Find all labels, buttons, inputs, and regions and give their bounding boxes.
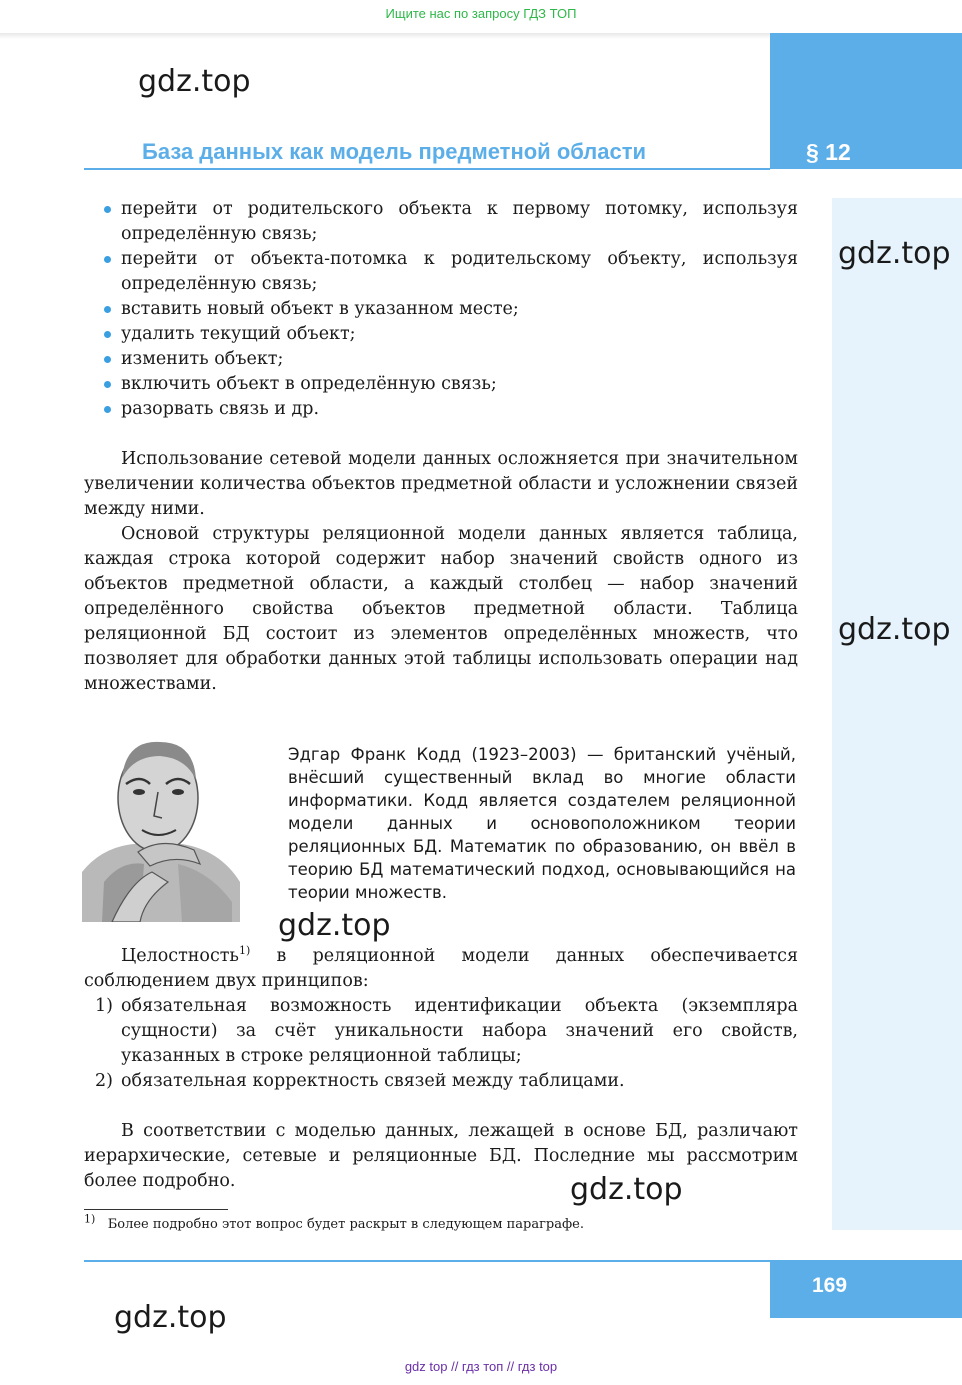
- list-item-text: включить объект в определённую связь;: [121, 374, 497, 394]
- bullet-icon: [104, 331, 111, 338]
- paragraph-relational-model: Основой структуры реляционной модели данных является таблица, каждая строка которой содержит набор значений свойств одного из объектов предметной области, а каждый столбец — набор значений определённого свойства объектов предметной области. Таблица реляционной БД состоит из элементов определённых множеств, что позволяет для обработки данных этой таблицы использовать операции над множествами.: [84, 524, 798, 694]
- closing-section: [84, 1119, 798, 1194]
- list-item: [84, 322, 798, 347]
- integrity-term: Целостность: [121, 946, 239, 966]
- closing-paragraph: В соответствии с моделью данных, лежащей в основе БД, различают иерархические, сетевые и реляционные БД. Последние мы рассмотрим более подробно.: [84, 1121, 798, 1191]
- bottom-rule: [84, 1260, 770, 1262]
- list-item-text: перейти от объекта-потомка к родительскому объекту, используя определённую связь;: [121, 249, 798, 294]
- chapter-title: База данных как модель предметной области: [142, 139, 647, 164]
- section-number: § 12: [806, 139, 851, 165]
- list-number: 1): [95, 996, 113, 1016]
- list-item: [84, 397, 798, 422]
- footnote-mark: 1): [84, 1212, 96, 1226]
- integrity-lead-rest: в реляционной модели данных обеспечивается соблюдением двух принципов:: [84, 946, 798, 991]
- list-item-text: обязательная возможность идентификации объекта (экземпляра сущности) за счёт уникальности набора значений его свойств, указанных в строке реляционной таблицы;: [121, 996, 798, 1066]
- list-item: [84, 197, 798, 247]
- paragraph-network-model: Использование сетевой модели данных осложняется при значительном увеличении количества объектов предметной области и усложнении связей между ними.: [84, 449, 798, 519]
- watermark: gdz.top: [838, 612, 951, 647]
- page-number-block: [770, 1260, 962, 1318]
- footnote-text: Более подробно этот вопрос будет раскрыт в следующем параграфе.: [107, 1217, 584, 1232]
- list-item: [84, 297, 798, 322]
- integrity-principles: [84, 994, 798, 1094]
- operations-list: [84, 197, 798, 422]
- list-item-text: разорвать связь и др.: [121, 399, 320, 419]
- integrity-section: [84, 944, 798, 1094]
- section-corner-block: [770, 33, 962, 169]
- list-item-text: вставить новый объект в указанном месте;: [121, 299, 519, 319]
- watermark: gdz.top: [138, 64, 251, 99]
- bullet-icon: [104, 306, 111, 313]
- bullet-icon: [104, 206, 111, 213]
- bullet-icon: [104, 406, 111, 413]
- list-item-text: перейти от родительского объекта к первому потомку, используя определённую связь;: [121, 199, 798, 244]
- list-item: [84, 247, 798, 297]
- list-number: 2): [95, 1071, 113, 1091]
- list-item: [84, 372, 798, 397]
- watermark: gdz.top: [114, 1300, 227, 1335]
- list-item-text: удалить текущий объект;: [121, 324, 356, 344]
- watermark: gdz.top: [570, 1172, 683, 1207]
- bullet-list-block: [84, 197, 798, 422]
- codd-biography: Эдгар Франк Кодд (1923–2003) — британский учёный, внёсший существенный вклад во многие области информатики. Кодд является создателем реляционной модели данных и основоположником теории реляционных БД. Математик по образованию, он ввёл в теорию БД математический подход, основывающийся на теории множеств.: [288, 745, 796, 902]
- body-paragraphs: [84, 447, 798, 697]
- footnote-rule: [84, 1209, 228, 1210]
- top-banner[interactable]: Ищите нас по запросу ГДЗ ТОП: [385, 6, 577, 21]
- page-number: 169: [812, 1274, 848, 1297]
- list-item: [84, 347, 798, 372]
- watermark: gdz.top: [278, 908, 391, 943]
- side-margin-strip: [832, 198, 962, 1230]
- bullet-icon: [104, 256, 111, 263]
- list-item-text: обязательная корректность связей между таблицами.: [121, 1071, 625, 1091]
- bullet-icon: [104, 356, 111, 363]
- codd-portrait-image: [82, 732, 240, 922]
- title-rule: [84, 168, 770, 170]
- footnote: [84, 1212, 584, 1234]
- list-item: [84, 1069, 798, 1094]
- integrity-lead: [84, 944, 798, 994]
- list-item-text: изменить объект;: [121, 349, 284, 369]
- watermark: gdz.top: [838, 236, 951, 271]
- list-item: [84, 994, 798, 1069]
- bottom-banner[interactable]: gdz top // гдз топ // гдз top: [404, 1359, 558, 1374]
- bullet-icon: [104, 381, 111, 388]
- footnote-reference[interactable]: 1): [238, 944, 251, 958]
